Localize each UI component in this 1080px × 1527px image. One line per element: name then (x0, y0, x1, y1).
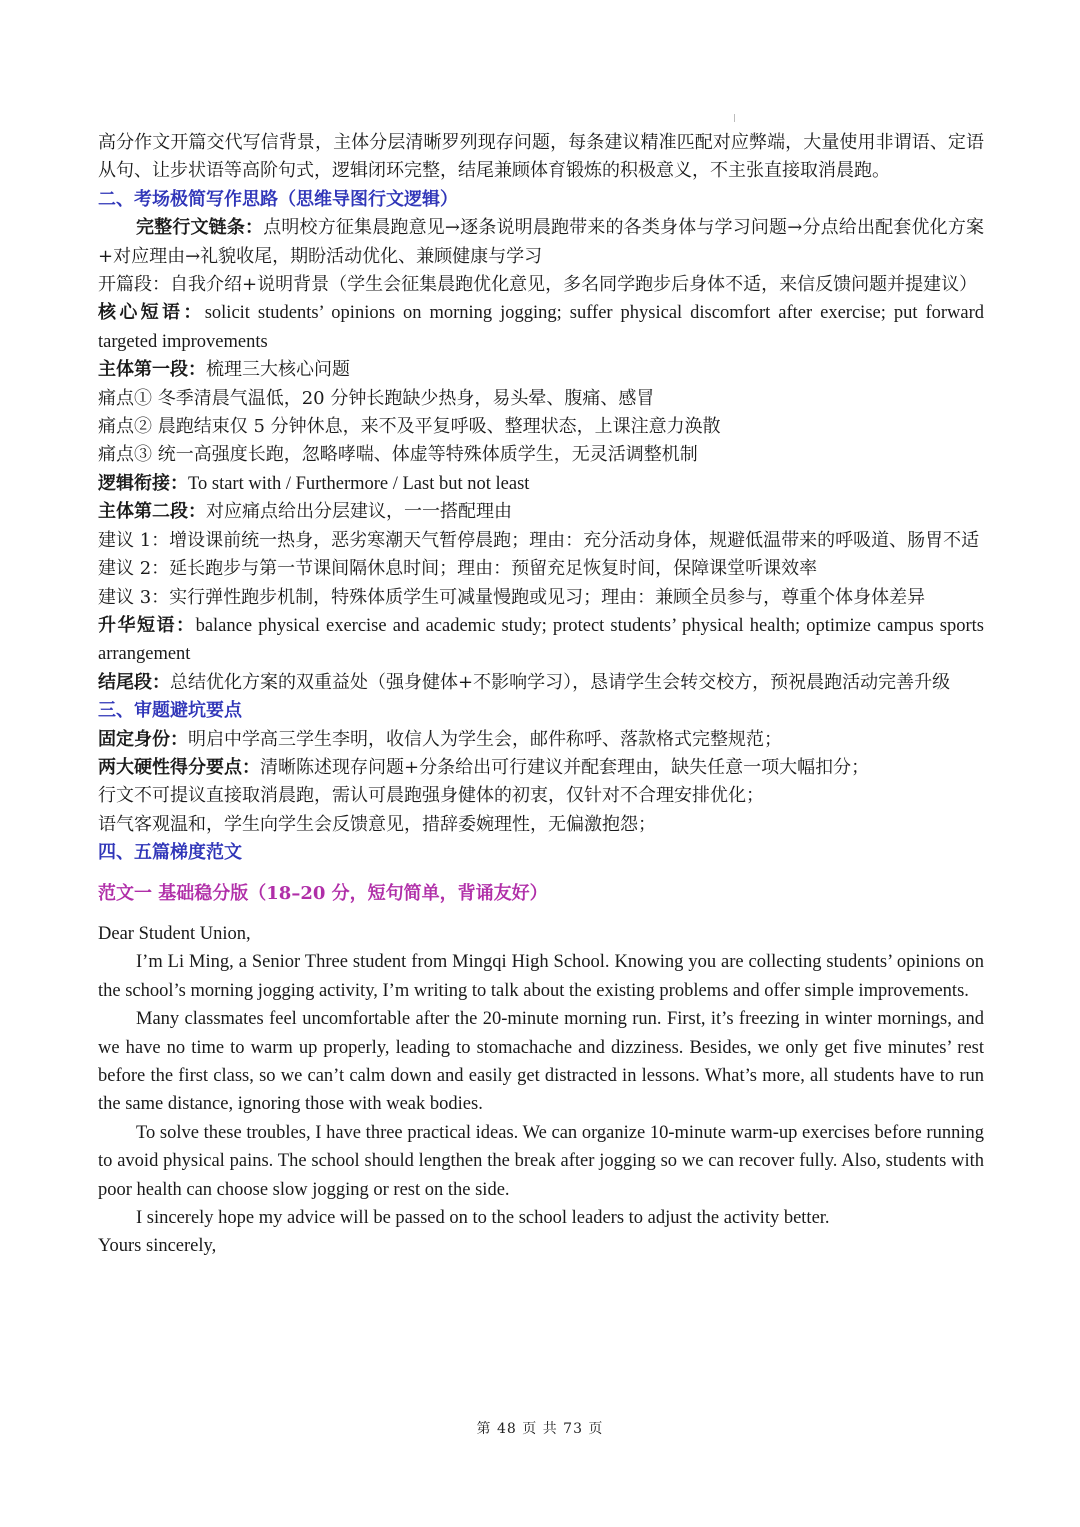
intro-paragraph: 高分作文开篇交代写信背景，主体分层清晰罗列现存问题，每条建议精准匹配对应弊端，大量使用非谓语、定语从句、让步状语等高阶句式，逻辑闭环完整，结尾兼顾体育锻炼的积极意义，不主张直接取消晨跑。 (98, 132, 984, 182)
ending-text: 总结优化方案的双重益处（强身健体+不影响学习），恳请学生会转交校方，预祝晨跑活动完善升级 (170, 671, 951, 693)
score-text: 清晰陈述现存问题+分条给出可行建议并配套理由，缺失任意一项大幅扣分； (260, 756, 870, 778)
letter-salutation: Dear Student Union, (98, 923, 251, 944)
letter-paragraph-4: I sincerely hope my advice will be passed on to the school leaders to adjust the activity better. (136, 1208, 830, 1229)
identity-text: 明启中学高三学生李明，收信人为学生会，邮件称呼、落款格式完整规范； (188, 728, 782, 750)
suggestion-2: 建议 2：延长跑步与第一节课间隔休息时间；理由：预留充足恢复时间，保障课堂听课效率 (98, 558, 818, 580)
chain-paragraph (98, 214, 984, 271)
suggestion-1: 建议 1：增设课前统一热身，恶劣寒潮天气暂停晨跑；理由：充分活动身体，规避低温带来的呼吸道、肠胃不适 (98, 529, 980, 551)
logic-line (98, 470, 984, 498)
letter-paragraph-3: To solve these troubles, I have three practical ideas. We can organize 10-minute warm-up exercises before running to avoid physical pains. The school should lengthen the break after jogging so we can recover fully. Also, students with poor health can choose slow jogging or rest on the side. (98, 1122, 984, 1200)
sublime-label: 升华短语： (98, 614, 196, 636)
ending-line (98, 669, 984, 697)
body1-label: 主体第一段： (98, 359, 206, 381)
opening-paragraph: 开篇段：自我介绍+说明背景（学生会征集晨跑优化意见，多名同学跑步后身体不适，来信反馈问题并提建议） (98, 274, 978, 296)
identity-label: 固定身份： (98, 728, 188, 750)
body2-line (98, 498, 984, 526)
caution-line-3: 行文不可提议直接取消晨跑，需认可晨跑强身健体的初衷，仅针对不合理安排优化； (98, 785, 764, 807)
sublime-phrases (98, 612, 984, 669)
letter-paragraph-1: I’m Li Ming, a Senior Three student from Mingqi High School. Knowing you are collecting students’ opinions on the school’s morning jogging activity, I’m writing to talk about the existing problems and offer simple improvements. (98, 952, 984, 1001)
identity-line (98, 726, 984, 754)
body1-text: 梳理三大核心问题 (206, 359, 350, 381)
body2-label: 主体第二段： (98, 501, 206, 523)
section-3-heading: 三、审题避坑要点 (98, 700, 242, 722)
page-number-footer: 第 48 页 共 73 页 (476, 1421, 604, 1437)
document-body (98, 129, 984, 1261)
caution-line-4: 语气客观温和，学生向学生会反馈意见，措辞委婉理性，无偏激抱怨； (98, 813, 656, 835)
pain-point-3: 痛点③ 统一高强度长跑，忽略哮喘、体虚等特殊体质学生，无灵活调整机制 (98, 444, 698, 466)
pain-point-1: 痛点① 冬季清晨气温低，20 分钟长跑缺少热身，易头晕、腹痛、感冒 (98, 387, 655, 409)
chain-text: 点明校方征集晨跑意见→逐条说明晨跑带来的各类身体与学习问题→分点给出配套优化方案+对应理由→礼貌收尾，期盼活动优化、兼顾健康与学习 (98, 217, 985, 267)
ending-label: 结尾段： (98, 671, 170, 693)
core-label: 核心短语： (98, 302, 205, 324)
suggestion-3: 建议 3：实行弹性跑步机制，特殊体质学生可减量慢跑或见习；理由：兼顾全员参与，尊重个体身体差异 (98, 586, 926, 608)
core-phrases (98, 299, 984, 356)
logic-text: To start with / Furthermore / Last but not least (188, 473, 530, 494)
section-4-heading: 四、五篇梯度范文 (98, 842, 242, 864)
logic-label: 逻辑衔接： (98, 472, 188, 494)
pain-point-2: 痛点② 晨跑结束仅 5 分钟休息，来不及平复呼吸、整理状态，上课注意力涣散 (98, 416, 721, 438)
chain-label: 完整行文链条： (136, 217, 264, 239)
section-2-heading: 二、考场极简写作思路（思维导图行文逻辑） (98, 188, 458, 210)
sample-1-title: 范文一 基础稳分版（18–20 分，短句简单，背诵友好） (98, 882, 548, 904)
core-text: solicit students’ opinions on morning jogging; suffer physical discomfort after exercise; put forward targeted improvements (98, 303, 984, 352)
letter-paragraph-2: Many classmates feel uncomfortable after the 20-minute morning run. First, it’s freezing in winter mornings, and we have no time to warm up properly, leading to stomachache and dizziness. Besides, we only get five minutes’ rest before the first class, so we can’t calm down and easily get distracted in lessons. What’s more, all students have to run the same distance, ignoring those with weak bodies. (98, 1009, 984, 1115)
letter-closing: Yours sincerely, (98, 1236, 217, 1257)
sublime-text: balance physical exercise and academic study; protect students’ physical health; optimize campus sports arrangement (98, 615, 984, 665)
body1-line (98, 356, 984, 384)
score-label: 两大硬性得分要点： (98, 756, 260, 778)
margin-mark (734, 114, 735, 122)
body2-text: 对应痛点给出分层建议，一一搭配理由 (206, 501, 512, 523)
score-line (98, 754, 984, 782)
